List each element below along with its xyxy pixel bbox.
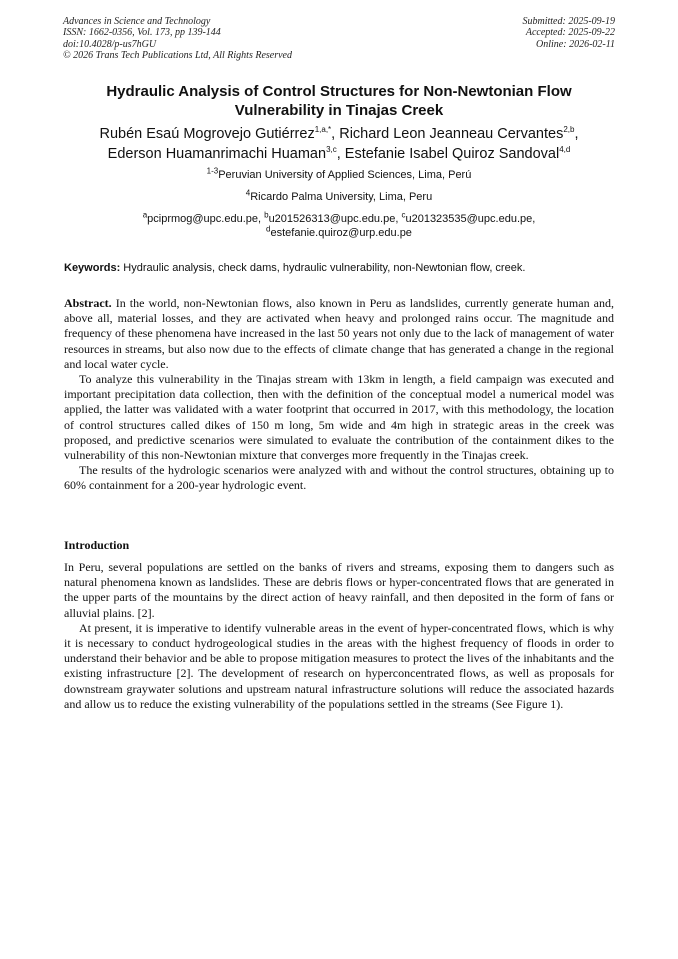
- abstract-paragraph-1-text: In the world, non-Newtonian flows, also known in Peru as landslides, currently generate human and, above all, material losses, and they are activated when heavy and prolonged rains occur. The magnitude and frequency of these phenomena have increased in the last 50 years not only due to the lack of management of water resources in streams, but also now due to the effects of climate change that has generated a change in the regional and local water cycle.: [64, 296, 614, 371]
- author-2-marker: 2,b: [563, 125, 575, 135]
- doi-line[interactable]: doi:10.4028/p-us7hGU: [63, 38, 157, 50]
- accepted-date: Accepted: 2025-09-22: [525, 27, 615, 39]
- title-line-1: Hydraulic Analysis of Control Structures for Non-Newtonian Flow: [106, 83, 572, 100]
- dates-header: [523, 16, 616, 50]
- author-4: , Estefanie Isabel Quiroz Sandoval: [336, 146, 560, 162]
- introduction-section: [64, 560, 614, 712]
- author-3-marker: 3,c: [326, 145, 337, 155]
- affiliation-1-text: Peruvian University of Applied Sciences, Lima, Perú: [218, 169, 472, 181]
- journal-name: Advances in Science and Technology: [63, 16, 211, 27]
- issn-line: ISSN: 1662-0356, Vol. 173, pp 139-144: [63, 27, 221, 39]
- abstract-paragraph-2: To analyze this vulnerability in the Tinajas stream with 13km in length, a field campaign was executed and important precipitation data collection, then with the definition of the conceptual model a numerical model was applied, the latter was validated with a water footprint that occurred in 2017, with this methodology, the location of control structures called dikes of 150 m long, 5m wide and 4m high in strategic areas in the creek was proposed, and predictive scenarios were simulated to evaluate the contribution of the containment dikes to the vulnerability of this non-Newtonian mixture that converges more frequently in the Tinajas creek.: [64, 372, 614, 463]
- email-list: [60, 212, 618, 240]
- paper-title: [60, 82, 618, 120]
- introduction-paragraph-2: At present, it is imperative to identify vulnerable areas in the event of hyper-concentrated flows, which is why it is necessary to conduct hydrogeological studies in the areas with the highest frequency of floods in order to understand their behavior and be able to propose mitigation measures to protect the lives of the inhabitants and the existing infrastructure [2]. The development of research on hyperconcentrated flows, as well as proposals for downstream graywater solutions and upstream natural infrastructure solutions will reduce the associated hazards and allow us to reduce the existing vulnerability of the populations settled in the streams (See Figure 1).: [64, 620, 614, 711]
- email-b[interactable]: u201526313@upc.edu.pe,: [268, 213, 402, 225]
- email-b-marker: b: [264, 210, 269, 220]
- affiliation-2-marker: 4: [245, 188, 251, 198]
- author-4-marker: 4,d: [559, 145, 571, 155]
- copyright-line: © 2026 Trans Tech Publications Ltd, All Rights Reserved: [63, 50, 292, 62]
- author-list: [45, 124, 633, 164]
- journal-header: [63, 16, 292, 62]
- author-3: Ederson Huamanrimachi Huaman: [107, 146, 327, 162]
- email-d-marker: d: [266, 224, 271, 234]
- submitted-date: Submitted: 2025-09-19: [522, 16, 615, 27]
- affiliation-2-text: Ricardo Palma University, Lima, Peru: [250, 191, 433, 203]
- author-2: , Richard Leon Jeanneau Cervantes: [331, 126, 564, 142]
- author-1: Rubén Esaú Mogrovejo Gutiérrez: [99, 126, 315, 142]
- affiliation-1-marker: 1-3: [206, 166, 219, 176]
- abstract-paragraph-3: The results of the hydrologic scenarios were analyzed with and without the control structures, obtaining up to 60% containment for a 200-year hydrologic event.: [64, 463, 614, 493]
- affiliation-1: [60, 168, 618, 182]
- introduction-heading: Introduction: [64, 538, 130, 552]
- keywords-text: Hydraulic analysis, check dams, hydraulic vulnerability, non-Newtonian flow, creek.: [120, 262, 526, 274]
- author-line-1: [45, 124, 633, 144]
- title-line-2: Vulnerability in Tinajas Creek: [234, 102, 444, 119]
- author-separator: ,: [574, 126, 579, 142]
- keywords: [64, 261, 616, 275]
- email-c-marker: c: [401, 210, 406, 220]
- abstract: [64, 296, 614, 494]
- keywords-label: Keywords:: [64, 262, 121, 274]
- email-a[interactable]: pciprmog@upc.edu.pe,: [147, 213, 265, 225]
- online-date: Online: 2026-02-11: [536, 38, 615, 50]
- email-d[interactable]: estefanie.quiroz@urp.edu.pe: [270, 227, 412, 239]
- email-a-marker: a: [142, 210, 148, 220]
- author-line-2: [45, 144, 633, 164]
- email-c[interactable]: u201323535@upc.edu.pe,: [405, 213, 536, 225]
- abstract-paragraph-1: [64, 296, 614, 372]
- affiliation-2: [60, 190, 618, 204]
- introduction-paragraph-1: In Peru, several populations are settled on the banks of rivers and streams, exposing them to dangers such as natural phenomena known as landslides. These are debris flows or hyper-concentrated flows that are generated in the upper parts of the mountains by the direct action of heavy rainfall, and then deposited in the form of fans or alluvial plains. [2].: [64, 560, 614, 620]
- abstract-label: Abstract.: [64, 296, 112, 310]
- email-line-2: [60, 226, 618, 240]
- email-line-1: [60, 212, 618, 226]
- author-1-marker: 1,a,*: [314, 125, 332, 135]
